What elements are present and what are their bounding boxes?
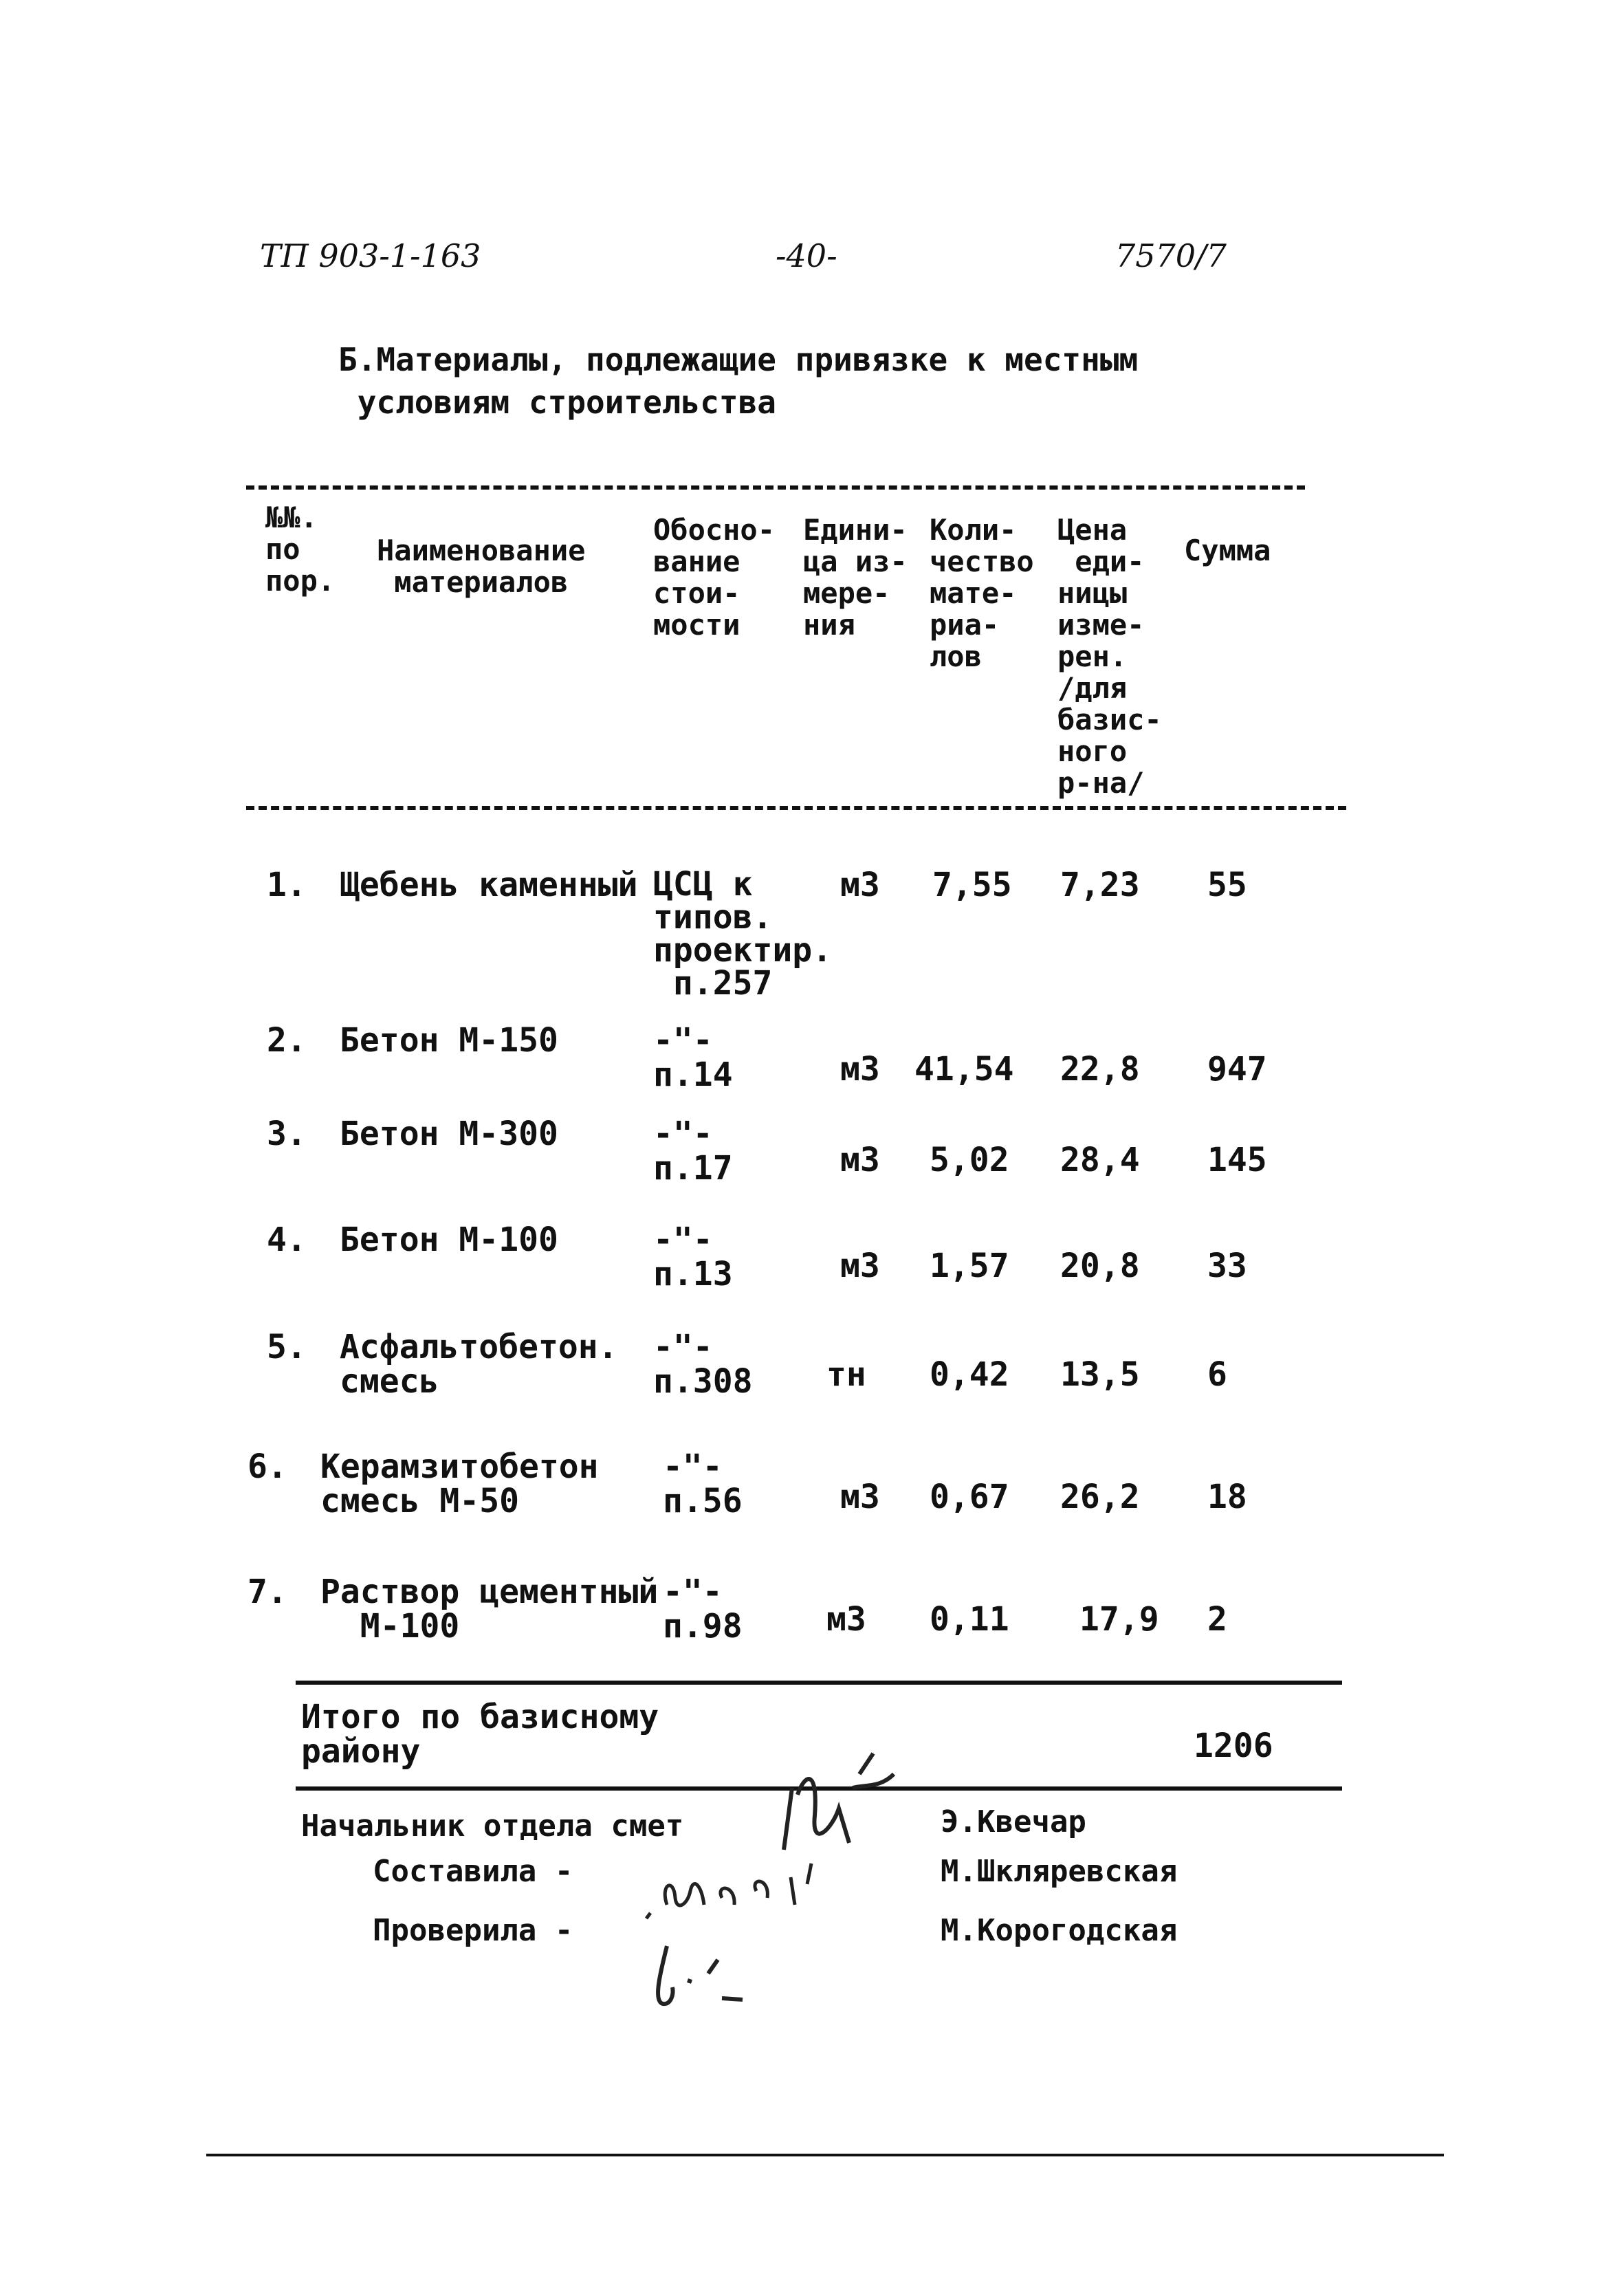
col-header-name: Наименование материалов <box>377 534 586 599</box>
row-number: 6. <box>248 1447 287 1486</box>
row-material-name: Асфальтобетон. смесь <box>340 1328 618 1401</box>
row-unit-price: 20,8 <box>1060 1247 1140 1285</box>
row-basis: -"- п.308 <box>653 1328 753 1401</box>
row-basis: ЦСЦ к типов. проектир. п.257 <box>653 865 833 1003</box>
row-unit-price: 13,5 <box>1060 1355 1140 1394</box>
row-number: 1. <box>267 866 307 904</box>
signature-role-checked: Проверила - <box>373 1913 573 1948</box>
signature-name-checked: М.Корогодская <box>941 1913 1178 1948</box>
row-sum: 33 <box>1207 1247 1247 1285</box>
row-unit-price: 22,8 <box>1060 1050 1140 1089</box>
row-unit: м3 <box>840 1478 880 1516</box>
row-unit-price: 17,9 <box>1079 1600 1159 1639</box>
row-sum: 145 <box>1207 1141 1267 1179</box>
row-quantity: 0,67 <box>930 1478 1009 1516</box>
handwritten-signature-compiled <box>633 1857 853 1932</box>
page-number: -40- <box>776 237 837 274</box>
row-unit: м3 <box>826 1600 866 1639</box>
row-material-name: Бетон М-100 <box>340 1221 558 1259</box>
handwritten-signature-checked <box>646 1932 770 2015</box>
col-header-unit: Едини- ца из- мере- ния <box>803 513 908 642</box>
row-material-name: Керамзитобетон смесь М-50 <box>320 1447 599 1520</box>
sheet-number: 7570/7 <box>1115 237 1227 274</box>
total-top-rule <box>296 1681 1342 1685</box>
row-sum: 6 <box>1207 1355 1227 1394</box>
row-number: 4. <box>267 1221 307 1259</box>
row-unit: м3 <box>840 1141 880 1179</box>
signature-name-compiled: М.Шкляревская <box>941 1854 1178 1889</box>
total-value: 1206 <box>1194 1727 1273 1765</box>
row-material-name: Раствор цементный М-100 <box>320 1573 659 1646</box>
col-header-unit-price: Цена еди- ницы изме- рен. /для базис- ного р-на/ <box>1057 513 1162 800</box>
document-code: ТП 903-1-163 <box>260 237 481 274</box>
row-sum: 947 <box>1207 1050 1267 1089</box>
row-material-name: Щебень каменный <box>340 866 638 904</box>
row-number: 3. <box>267 1115 307 1153</box>
col-header-number: №№. по пор. <box>265 501 336 598</box>
row-unit: м3 <box>840 866 880 904</box>
col-header-quantity: Коли- чество мате- риа- лов <box>930 513 1034 673</box>
section-title: Б.Материалы, подлежащие привязке к местным условиям строительства <box>338 341 1139 421</box>
col-header-basis: Обосно- вание стои- мости <box>653 513 776 642</box>
row-sum: 55 <box>1207 866 1247 904</box>
signature-role-head: Начальник отдела смет <box>301 1808 684 1844</box>
row-number: 5. <box>267 1328 307 1366</box>
row-unit-price: 7,23 <box>1060 866 1140 904</box>
col-header-sum: Сумма <box>1184 534 1271 567</box>
row-quantity: 5,02 <box>930 1141 1009 1179</box>
row-material-name: Бетон М-300 <box>340 1115 558 1153</box>
row-unit-price: 26,2 <box>1060 1478 1140 1516</box>
row-material-name: Бетон М-150 <box>340 1021 558 1060</box>
row-unit-price: 28,4 <box>1060 1141 1140 1179</box>
row-basis: -"- п.13 <box>653 1221 733 1293</box>
row-sum: 2 <box>1207 1600 1227 1639</box>
page-bottom-rule <box>206 2154 1444 2156</box>
header-top-rule <box>246 485 1305 490</box>
row-unit: м3 <box>840 1247 880 1285</box>
header-bottom-rule <box>246 806 1346 810</box>
row-unit: тн <box>826 1355 866 1394</box>
row-quantity: 1,57 <box>930 1247 1009 1285</box>
row-quantity: 0,11 <box>930 1600 1009 1639</box>
row-basis: -"- п.56 <box>663 1447 743 1520</box>
signature-name-head: Э.Квечар <box>941 1804 1086 1839</box>
row-number: 7. <box>248 1573 287 1611</box>
signature-role-compiled: Составила - <box>373 1854 573 1889</box>
row-quantity: 7,55 <box>932 866 1012 904</box>
row-quantity: 0,42 <box>930 1355 1009 1394</box>
row-basis: -"- п.98 <box>663 1573 743 1646</box>
row-sum: 18 <box>1207 1478 1247 1516</box>
row-unit: м3 <box>840 1050 880 1089</box>
row-number: 2. <box>267 1021 307 1060</box>
total-label: Итого по базисному району <box>301 1698 659 1771</box>
handwritten-signature-head <box>756 1747 908 1870</box>
row-basis: -"- п.17 <box>653 1115 733 1188</box>
row-basis: -"- п.14 <box>653 1021 733 1094</box>
row-quantity: 41,54 <box>914 1050 1014 1089</box>
